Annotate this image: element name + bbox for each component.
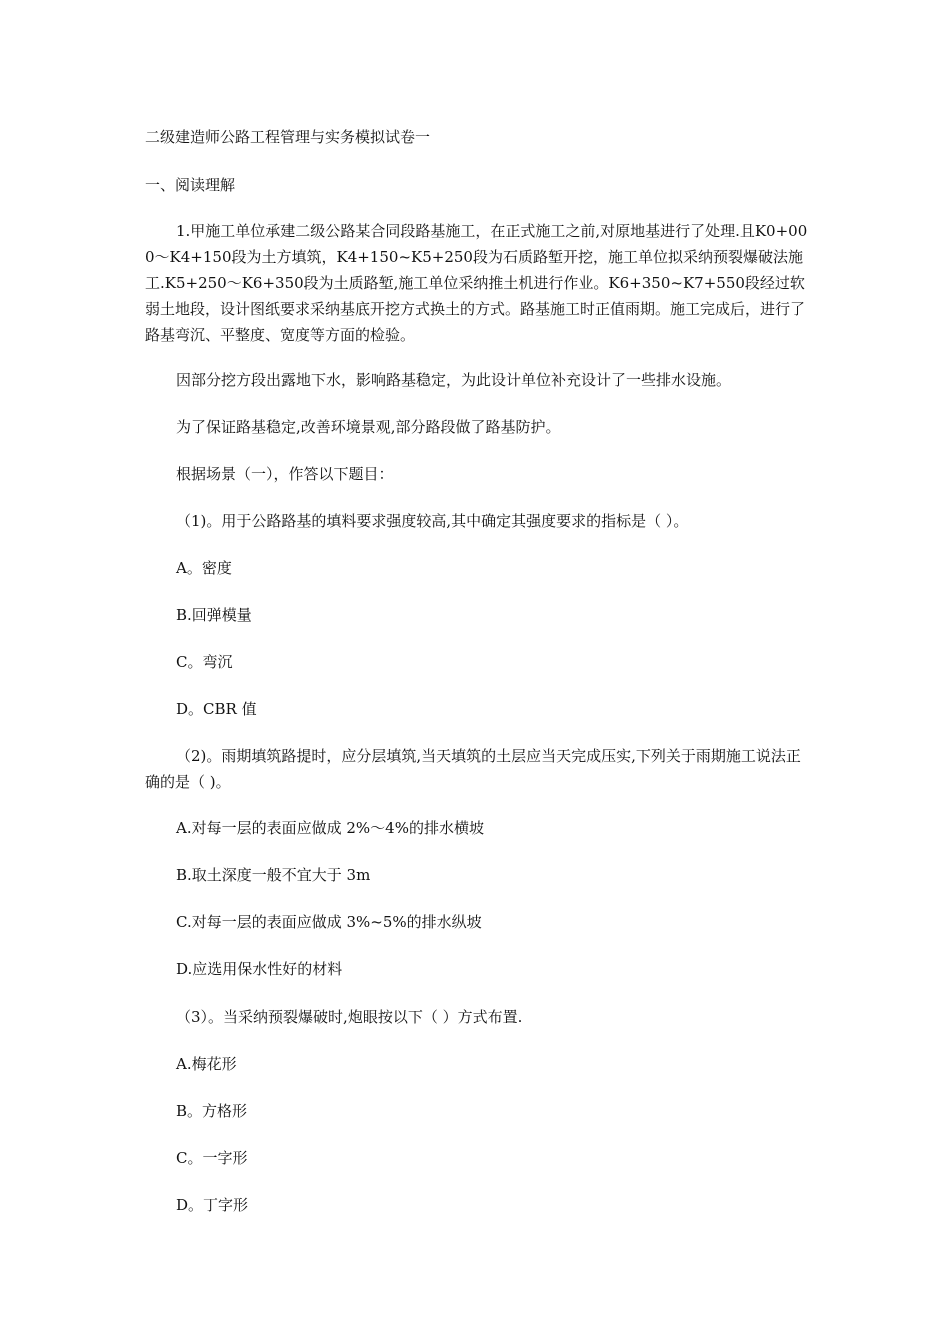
question-3-option-d: D。丁字形 [176, 1196, 249, 1214]
question-1-option-c: C。弯沉 [176, 653, 233, 671]
question-2-option-b: B.取土深度一般不宜大于 3m [176, 866, 371, 884]
question-3-option-a: A.梅花形 [176, 1055, 237, 1073]
question-1-option-d: D。CBR 值 [176, 700, 257, 718]
section-heading: 一、阅读理解 [145, 176, 236, 194]
question-3-stem: （3）。当采纳预裂爆破时,炮眼按以下（ ）方式布置. [176, 1008, 523, 1026]
paragraph-protection: 为了保证路基稳定,改善环境景观,部分路段做了路基防护。 [176, 418, 561, 436]
question-1-option-b: B.回弹模量 [176, 606, 252, 624]
question-1-option-a: A。密度 [176, 559, 232, 577]
paragraph-drainage: 因部分挖方段出露地下水，影响路基稳定，为此设计单位补充设计了一些排水设施。 [176, 371, 732, 389]
question-3-option-c: C。一字形 [176, 1149, 248, 1167]
question-2-stem: （2)。雨期填筑路提时，应分层填筑,当天填筑的土层应当天完成压实,下列关于雨期施工说法正确的是（ )。 [145, 747, 801, 791]
question-1-stem: （1)。用于公路路基的填料要求强度较高,其中确定其强度要求的指标是（ ）。 [176, 512, 689, 530]
instruction-text: 根据场景（一），作答以下题目： [176, 465, 394, 483]
document-title: 二级建造师公路工程管理与实务模拟试卷一 [145, 128, 431, 146]
question-2-option-d: D.应选用保水性好的材料 [176, 960, 343, 978]
question-3-option-b: B。方格形 [176, 1102, 248, 1120]
question-2-option-c: C.对每一层的表面应做成 3%~5%的排水纵坡 [176, 913, 482, 931]
question-2-option-a: A.对每一层的表面应做成 2%～4%的排水横坡 [176, 819, 484, 837]
scenario-paragraph: 1.甲施工单位承建二级公路某合同段路基施工，在正式施工之前,对原地基进行了处理.且K0+000～K4+150段为土方填筑，K4+150~K5+250段为石质路堑开挖，施工单位拟采纳预裂爆破法施工.K5+250～K6+350段为土质路堑,施工单位采纳推土机进行作业。K6+350~K7+550段经过软弱土地段，设计图纸要求采纳基底开挖方式换土的方式。路基施工时正值雨期。施工完成后，进行了路基弯沉、平整度、宽度等方面的检验。 [145, 222, 808, 344]
